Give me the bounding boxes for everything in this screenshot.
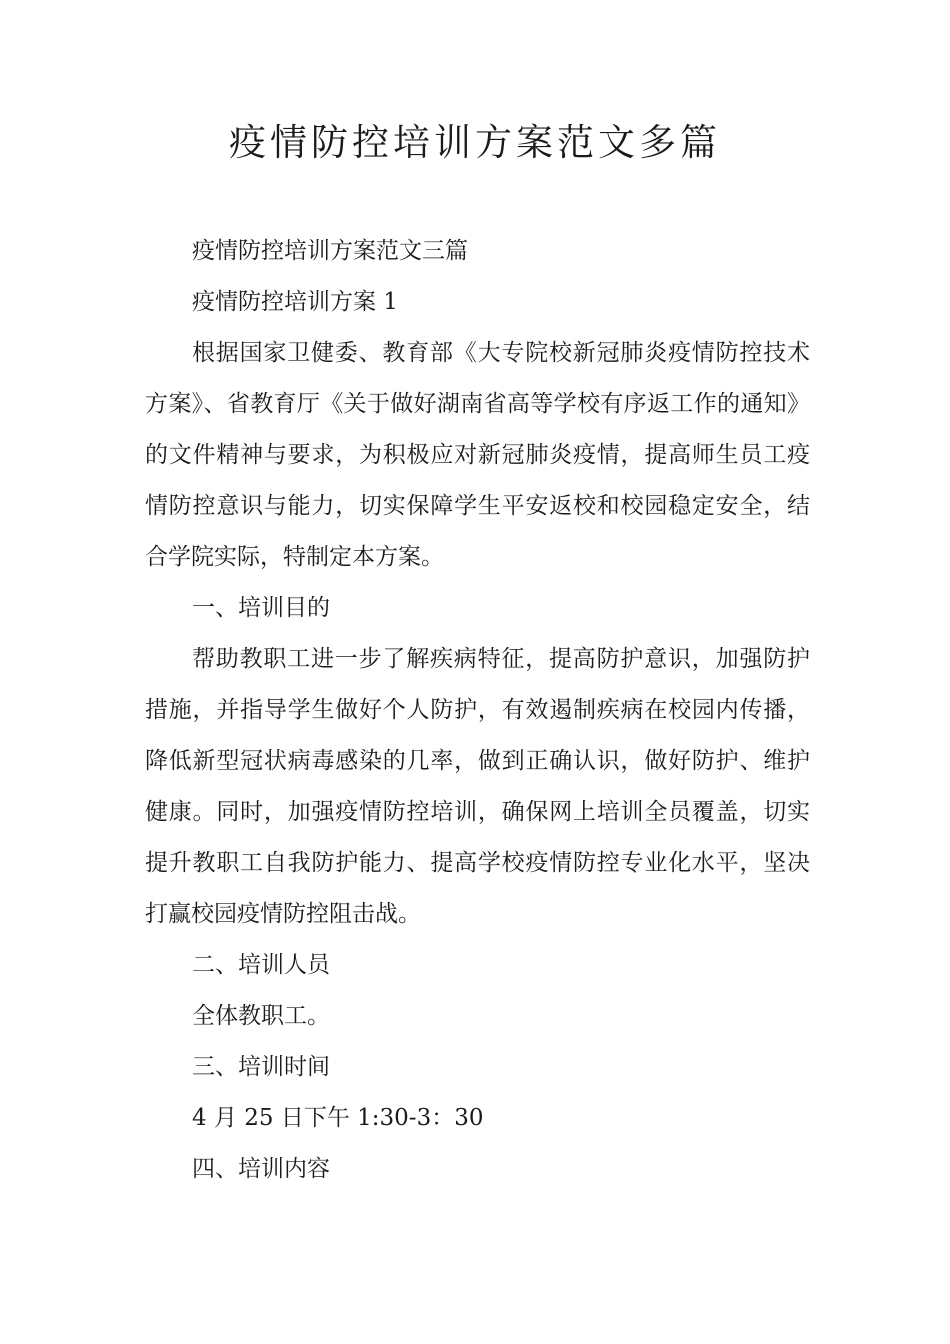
subtitle-paragraph: 疫情防控培训方案范文三篇 [192,238,468,264]
document-title: 疫情防控培训方案范文多篇 [229,121,721,164]
intro-paragraph: 根据国家卫健委、教育部《大专院校新冠肺炎疫情防控技术方案》、省教育厅《关于做好湖南省高等学校有序返工作的通知》的文件精神与要求，为积极应对新冠肺炎疫情，提高师生员工疫情防控意识与能力，切实保障学生平安返校和校园稳定安全，结合学院实际，特制定本方案。 [145,340,810,570]
section-heading-personnel: 二、培训人员 [192,952,330,978]
section-heading-content: 四、培训内容 [192,1156,330,1182]
plan-heading: 疫情防控培训方案 1 [192,289,398,315]
section-heading-time: 三、培训时间 [192,1054,330,1080]
purpose-paragraph: 帮助教职工进一步了解疾病特征，提高防护意识，加强防护措施，并指导学生做好个人防护，有效遏制疾病在校园内传播，降低新型冠状病毒感染的几率，做到正确认识，做好防护、维护健康。同时，加强疫情防控培训，确保网上培训全员覆盖，切实提升教职工自我防护能力、提高学校疫情防控专业化水平，坚决打赢校园疫情防控阻击战。 [145,646,810,927]
section-heading-purpose: 一、培训目的 [192,595,330,621]
time-paragraph: 4 月 25 日下午 1:30-3：30 [192,1105,484,1131]
document-body [145,226,810,1195]
personnel-paragraph: 全体教职工。 [192,1003,330,1029]
